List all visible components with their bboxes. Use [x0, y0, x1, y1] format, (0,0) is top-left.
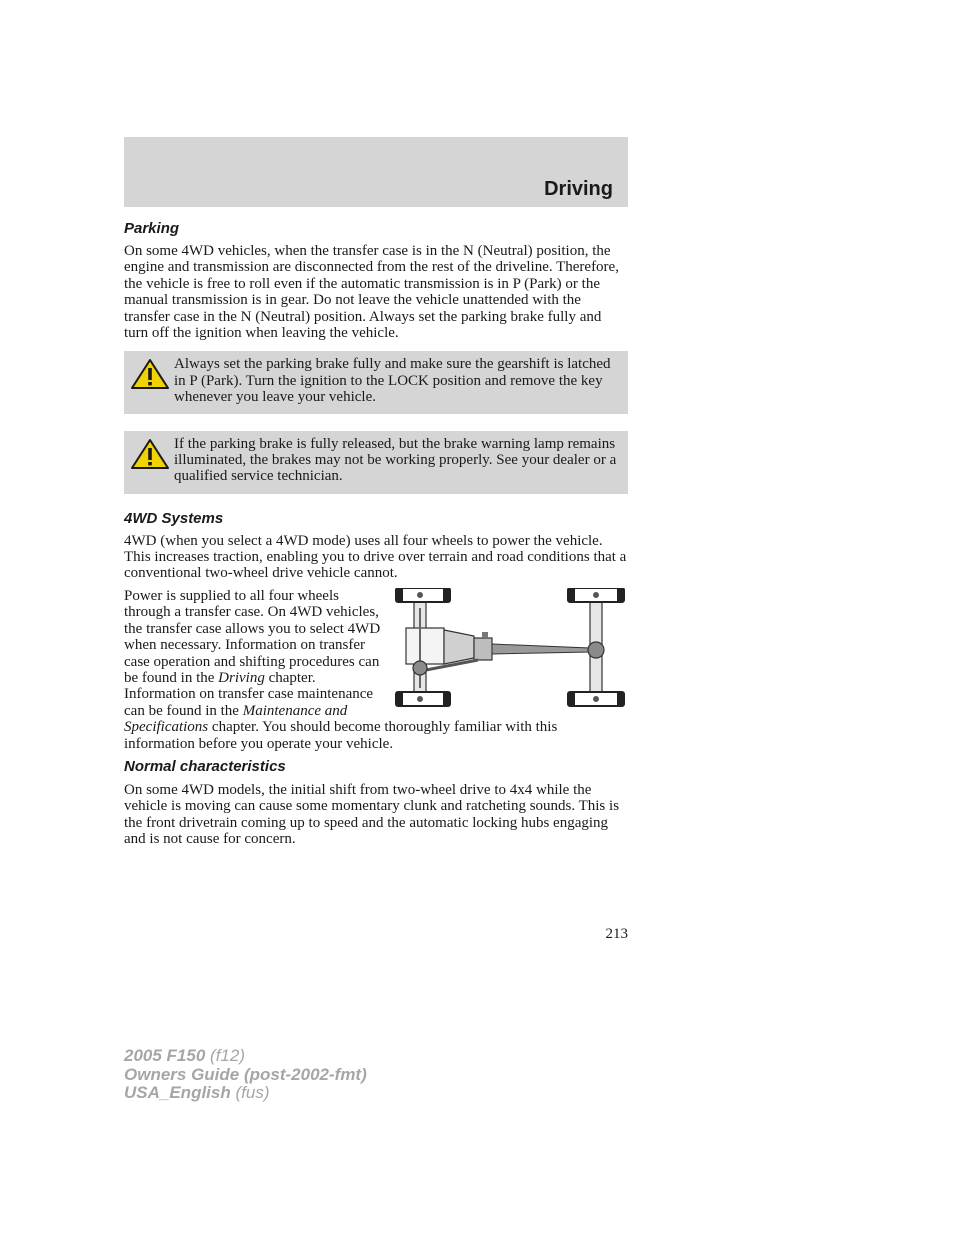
- four-wd-paragraph-1: 4WD (when you select a 4WD mode) uses all four wheels to power the vehicle. This increases traction, enabling you to drive over terrain and road conditions that a conventional two-wheel drive vehicle cannot.: [124, 532, 627, 582]
- parking-heading: Parking: [124, 220, 180, 237]
- footer-language-code: (fus): [235, 1083, 270, 1102]
- warning-triangle-icon: [130, 358, 170, 390]
- warning-triangle-icon: [130, 438, 170, 470]
- parking-warning-text-1: Always set the parking brake fully and make sure the gearshift is latched in P (Park). Turn the ignition to the LOCK position and remove the key whenever you leave your vehicle.: [174, 356, 611, 405]
- footer-model-code: (f12): [210, 1046, 245, 1065]
- chapter-title: Driving: [544, 178, 613, 200]
- page-content: [124, 220, 628, 848]
- parking-warning-box-2: [124, 431, 628, 494]
- four-wd-paragraph-2-part-c: chapter. You should become thoroughly familiar with this information before you operate your vehicle.: [124, 719, 558, 752]
- four-wd-heading: 4WD Systems: [124, 509, 224, 527]
- parking-warning-box-1: [124, 351, 628, 414]
- footer-line-1: [124, 1047, 367, 1066]
- parking-warning-text-2: If the parking brake is fully released, but the brake warning lamp remains illuminated, the brakes may not be working properly. See your dealer or a qualified service technician.: [174, 436, 617, 485]
- normal-characteristics-heading: Normal characteristics: [124, 757, 286, 775]
- page-number: 213: [605, 926, 628, 942]
- footer-model: 2005 F150: [124, 1046, 206, 1065]
- footer-line-2: [124, 1066, 367, 1085]
- drivetrain-diagram: [392, 588, 628, 710]
- driving-chapter-reference: Driving: [218, 669, 265, 686]
- four-wd-paragraph-2-part-a: Power is supplied to all four wheels through a transfer case. On 4WD vehicles, the transfer case allows you to select 4WD when necessary. Information on transfer case operation and shifting procedures can be found in the: [124, 587, 381, 686]
- normal-characteristics-paragraph: On some 4WD models, the initial shift from two-wheel drive to 4x4 while the vehicle is moving can cause some momentary clunk and ratcheting sounds. This is the front drivetrain coming up to speed and the automatic locking hubs engaging and is not cause for concern.: [124, 781, 620, 848]
- parking-paragraph: On some 4WD vehicles, when the transfer case is in the N (Neutral) position, the engine and transmission are disconnected from the rest of the driveline. Therefore, the vehicle is free to roll even if the automatic transmission is in P (Park) or the manual transmission is in gear. Do not leave the vehicle unattended with the transfer case in the N (Neutral) position. Always set the parking brake fully and turn off the ignition when leaving the vehicle.: [124, 243, 619, 342]
- footer-language: USA_English: [124, 1083, 231, 1102]
- footer-guide-name: Owners Guide (post-2002-fmt): [124, 1064, 367, 1084]
- footer-line-3: [124, 1084, 367, 1103]
- chapter-header-band: [124, 137, 628, 207]
- four-wd-paragraph-2-block: [124, 588, 628, 752]
- document-footer: [124, 1047, 367, 1103]
- maintenance-chapter-reference: Maintenance and Specifications: [124, 702, 348, 736]
- four-wd-paragraph-2-part-b: chapter. Information on transfer case maintenance can be found in the: [124, 669, 374, 719]
